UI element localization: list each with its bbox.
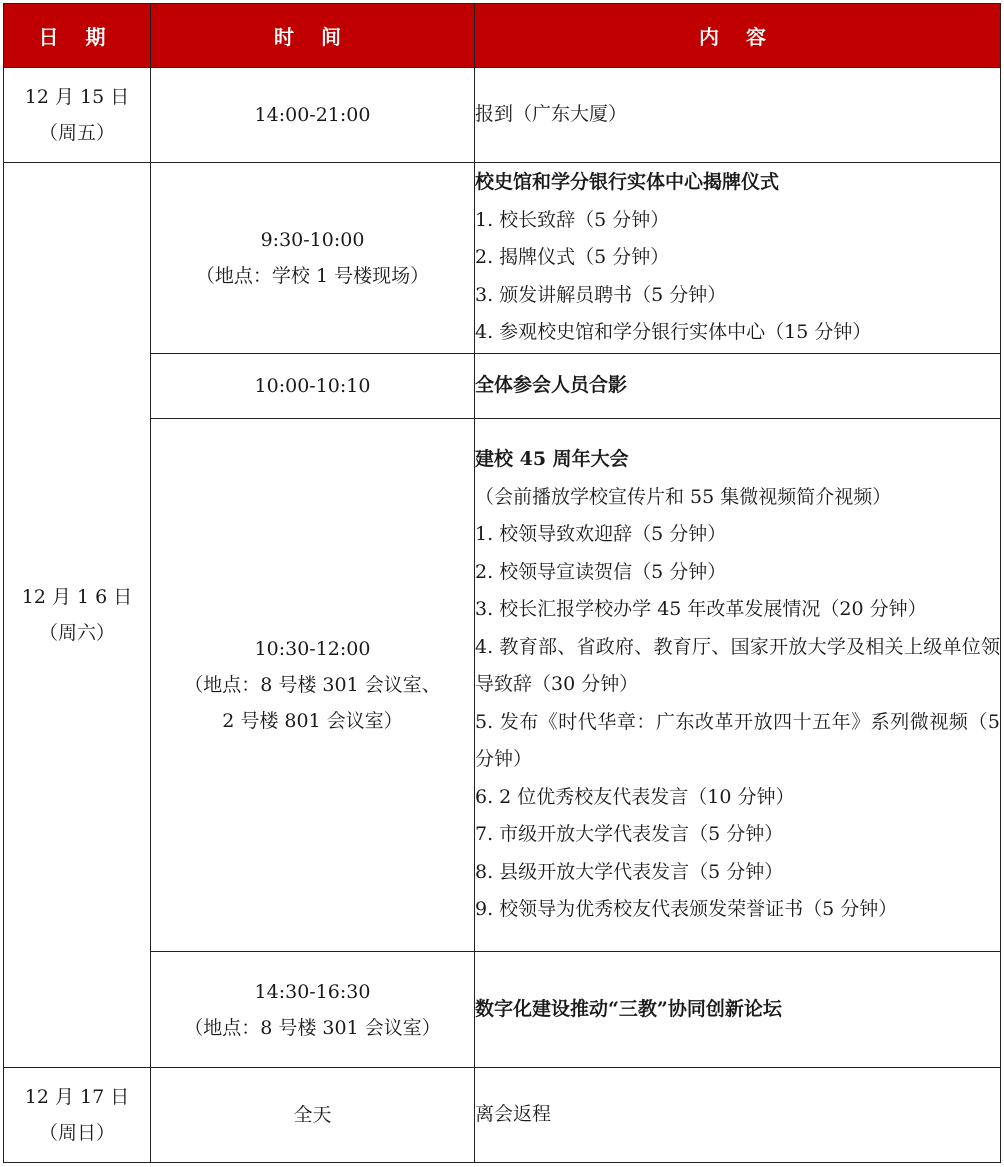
agenda-item: 1. 校领导致欢迎辞（5 分钟） xyxy=(475,523,727,546)
session-title: 校史馆和学分银行实体中心揭牌仪式 xyxy=(475,171,780,194)
date-text: 12 月 15 日 xyxy=(24,86,130,108)
date-text: 12 月 17 日 xyxy=(24,1086,130,1108)
time-cell xyxy=(151,163,475,354)
date-cell xyxy=(4,68,151,163)
header-time: 时 间 xyxy=(151,4,475,68)
header-row xyxy=(4,4,1001,68)
agenda-item: 4. 教育部、省政府、教育厅、国家开放大学及相关上级单位领导致辞（30 分钟） xyxy=(475,635,1000,696)
agenda-item: 3. 校长汇报学校办学 45 年改革发展情况（20 分钟） xyxy=(475,598,927,621)
time-text: 9:30-10:00 xyxy=(260,229,365,251)
header-content: 内 容 xyxy=(475,4,1001,68)
time-text: 14:30-16:30 xyxy=(254,980,371,1003)
header-date: 日 期 xyxy=(4,4,151,68)
table-row xyxy=(4,952,1001,1068)
date-text: 12 月 1 6 日 xyxy=(21,586,133,608)
content-line: 报到（广东大厦） xyxy=(475,103,628,126)
table-row xyxy=(4,419,1001,952)
weekday-text: （周六） xyxy=(38,622,115,644)
date-cell xyxy=(4,1068,151,1163)
location-text: （地点：8 号楼 301 会议室、 xyxy=(184,674,441,696)
weekday-text: （周五） xyxy=(38,122,115,144)
session-title: 建校 45 周年大会 xyxy=(475,448,629,471)
table-row xyxy=(4,163,1001,354)
weekday-text: （周日） xyxy=(38,1122,115,1144)
content-cell xyxy=(475,68,1001,163)
time-text: 10:30-12:00 xyxy=(254,638,371,660)
content-cell xyxy=(475,952,1001,1068)
location-text: 2 号楼 801 会议室） xyxy=(222,710,403,732)
time-cell xyxy=(151,68,475,163)
agenda-item: 8. 县级开放大学代表发言（5 分钟） xyxy=(475,860,784,883)
session-title: 数字化建设推动“三教”协同创新论坛 xyxy=(475,997,782,1020)
agenda-item: 1. 校长致辞（5 分钟） xyxy=(475,208,670,231)
agenda-item: 7. 市级开放大学代表发言（5 分钟） xyxy=(475,823,784,846)
date-cell xyxy=(4,163,151,1068)
time-cell xyxy=(151,1068,475,1163)
time-text: 10:00-10:10 xyxy=(254,375,371,397)
agenda-item: 2. 揭牌仪式（5 分钟） xyxy=(475,246,670,269)
time-cell xyxy=(151,354,475,419)
time-cell xyxy=(151,419,475,952)
session-title: 全体参会人员合影 xyxy=(475,374,628,397)
agenda-item: 6. 2 位优秀校友代表发言（10 分钟） xyxy=(475,785,795,808)
agenda-item: 4. 参观校史馆和学分银行实体中心（15 分钟） xyxy=(475,321,872,344)
time-text: 14:00-21:00 xyxy=(254,104,371,126)
content-cell xyxy=(475,419,1001,952)
table-row xyxy=(4,68,1001,163)
agenda-item: 2. 校领导宣读贺信（5 分钟） xyxy=(475,560,727,583)
content-cell xyxy=(475,354,1001,419)
schedule-table xyxy=(3,3,1001,1163)
agenda-item: 5. 发布《时代华章：广东改革开放四十五年》系列微视频（5 分钟） xyxy=(475,710,1000,771)
agenda-item: 9. 校领导为优秀校友代表颁发荣誉证书（5 分钟） xyxy=(475,898,898,921)
location-text: （地点：学校 1 号楼现场） xyxy=(195,265,430,287)
location-text: （地点：8 号楼 301 会议室） xyxy=(184,1016,441,1039)
table-row xyxy=(4,1068,1001,1163)
content-cell xyxy=(475,163,1001,354)
content-line: 离会返程 xyxy=(475,1103,552,1126)
time-cell xyxy=(151,952,475,1068)
agenda-note: （会前播放学校宣传片和 55 集微视频简介视频） xyxy=(475,485,892,508)
content-cell xyxy=(475,1068,1001,1163)
time-text: 全天 xyxy=(293,1104,332,1126)
agenda-item: 3. 颁发讲解员聘书（5 分钟） xyxy=(475,283,727,306)
table-row xyxy=(4,354,1001,419)
